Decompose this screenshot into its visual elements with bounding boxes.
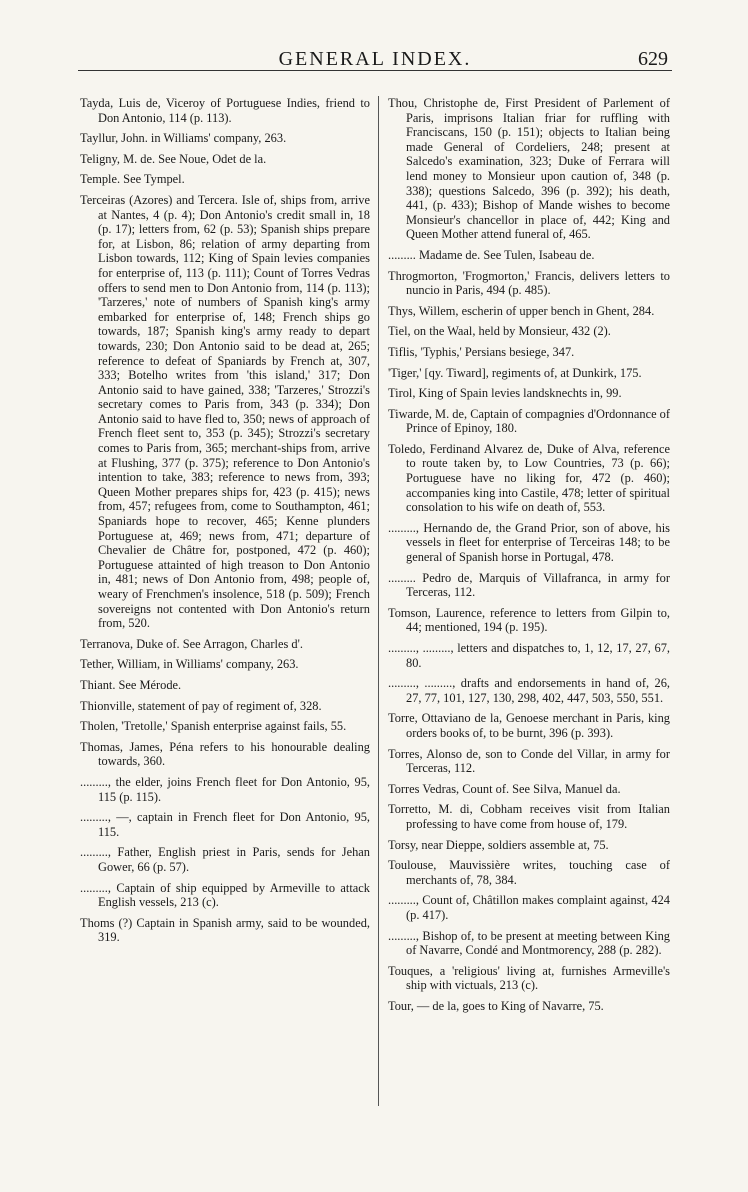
index-entry: Tayllur, John. in Williams' company, 263. [80, 131, 287, 146]
index-entry: Toulouse, Mauvissière writes, touching case of merchants of, 78, 384. [388, 858, 670, 887]
index-entry: ........., the elder, joins French fleet for Don Antonio, 95, 115 (p. 115). [80, 774, 370, 804]
index-entry: Temple. See Tympel. [80, 172, 185, 187]
index-entry: Thys, Willem, escherin of upper bench in Ghent, 284. [388, 303, 655, 318]
index-entry: Torre, Ottaviano de la, Genoese merchant in Paris, king orders books of, to be burnt, 396 (p. 393). [388, 711, 670, 740]
index-entry: Thomas, James, Péna refers to his honourable dealing towards, 360. [80, 739, 370, 769]
index-entry: Thoms (?) Captain in Spanish army, said to be wounded, 319. [80, 915, 370, 945]
index-entry: ........., Father, English priest in Paris, sends for Jehan Gower, 66 (p. 57). [80, 845, 370, 874]
index-entry: ........., ........., letters and dispatches to, 1, 12, 17, 27, 67, 80. [388, 641, 670, 670]
index-entry: ........., Count of, Châtillon makes complaint against, 424 (p. 417). [388, 893, 670, 922]
index-entry: ........., Hernando de, the Grand Prior, son of above, his vessels in fleet for enterprise of Terceiras 148; to be general of Spanish horse in Portugal, 478. [388, 520, 670, 565]
index-entry: Thionville, statement of pay of regiment of, 328. [80, 698, 322, 713]
index-entry: 'Tiger,' [qy. Tiward], regiments of, at Dunkirk, 175. [388, 365, 642, 380]
index-entry: Throgmorton, 'Frogmorton,' Francis, delivers letters to nuncio in Paris, 494 (p. 485). [388, 268, 670, 298]
page-number: 629 [638, 48, 668, 70]
index-entry: Torres Vedras, Count of. See Silva, Manuel da. [388, 781, 621, 796]
index-entry: Tayda, Luis de, Viceroy of Portuguese Indies, friend to Don Antonio, 114 (p. 113). [80, 96, 370, 125]
running-title: GENERAL INDEX. [278, 48, 472, 70]
index-entry: Tour, — de la, goes to King of Navarre, 75. [388, 998, 604, 1013]
index-entry: Tirol, King of Spain levies landsknechts in, 99. [388, 386, 622, 401]
page-header [78, 40, 672, 71]
index-entry: Thiant. See Mérode. [80, 677, 182, 692]
index-entry: Tiflis, 'Typhis,' Persians besiege, 347. [388, 344, 575, 359]
index-entry: Tether, William, in Williams' company, 263. [80, 657, 299, 672]
index-entry: ........., ........., drafts and endorsements in hand of, 26, 27, 77, 101, 127, 130, 298, 402, 447, 503, 550, 551. [388, 676, 670, 705]
index-entry: ......... Pedro de, Marquis of Villafranca, in army for Terceras, 112. [388, 570, 670, 600]
index-entry: ........., Captain of ship equipped by Armeville to attack English vessels, 213 (c). [80, 880, 370, 910]
index-entry: Tiwarde, M. de, Captain of compagnies d'Ordonnance of Prince of Epinoy, 180. [388, 406, 670, 436]
index-entry: ........., —, captain in French fleet for Don Antonio, 95, 115. [80, 810, 370, 839]
index-entry: Thou, Christophe de, First President of Parlement of Paris, imprisons Italian friar for ruffling with Franciscans, 150 (p. 151); objects to Italian being made General of Cordeliers, 248; present at Salcedo's examination, 323; Duke of Ferrara will lend money to Monsieur upon caution of, 348 (p. 338); questions Salcedo, 396 (p. 392); his death, 441, (p. 433); Bishop of Mande wishes to become Monsieur's chancellor in place of, 442; King and Queen Mother attend funeral of, 465. [388, 96, 670, 242]
index-entry: Tomson, Laurence, reference to letters from Gilpin to, 44; mentioned, 194 (p. 195). [388, 605, 670, 635]
right-column [388, 96, 670, 1019]
index-entry: Terceiras (Azores) and Tercera. Isle of, ships from, arrive at Nantes, 4 (p. 4); Don Antonio's credit small in, 18 (p. 17); letters from, 62 (p. 53); Spanish ships prepare for, at Lisbon, 86; relation of army departing from Lisbon towards, 112; King of Spain levies companies for enterprise of, 113 (p. 111); Count of Torres Vedras offers to send men to Don Antonio from, 114 (p. 113); 'Tarzeres,' note of numbers of Spanish king's army embarked for enterprise of, 148; French ships go towards, 187; Spanish king's army ready to depart towards, 230; Don Antonio said to be dead at, 265; reference to defeat of Spaniards by French at, 307, 333; Botelho writes from 'this island,' 317; Don Antonio said to have gained, 338; 'Tarzeres,' Strozzi's secretary comes to Paris from, 343 (p. 334); Don Antonio said to have fled to, 350; news of approach of French fleet sent to, 353 (p. 345); Strozzi's secretary comes to Paris from, 365; merchant-ships from, arrive at Flushing, 377 (p. 375); reference to Don Antonio's intention to take, 383; reference to news from, 393; Queen Mother prepares ships for, 423 (p. 415); news from, 457; refugees from, come to Southampton, 461; Spaniards hope to recover, 465; Kenne plunders Portuguese at, 469; news from, 471; departure of Chevalier de Châtre for, postponed, 472 (p. 460); Portuguese attainted of high treason to Don Antonio in, 481; news of Don Antonio from, 498; people of, weary of Frenchmen's insolence, 518 (p. 509); French sovereigns not contented with Don Antonio's return from, 520. [80, 192, 370, 631]
index-entry: ......... Madame de. See Tulen, Isabeau de. [388, 247, 595, 262]
index-entry: ........., Bishop of, to be present at meeting between King of Navarre, Condé and Montmorency, 288 (p. 282). [388, 928, 670, 958]
index-entry: Torsy, near Dieppe, soldiers assemble at, 75. [388, 837, 609, 852]
index-entry: Touques, a 'religious' living at, furnishes Armeville's ship with victuals, 213 (c). [388, 963, 670, 993]
index-entry: Tiel, on the Waal, held by Monsieur, 432 (2). [388, 324, 611, 339]
left-column [80, 96, 370, 951]
column-divider [378, 96, 379, 1106]
index-entry: Terranova, Duke of. See Arragon, Charles d'. [80, 636, 303, 651]
index-entry: Teligny, M. de. See Noue, Odet de la. [80, 151, 267, 166]
index-entry: Torres, Alonso de, son to Conde del Villar, in army for Terceras, 112. [388, 746, 670, 776]
index-entry: Toledo, Ferdinand Alvarez de, Duke of Alva, reference to route taken by, to Low Countries, 73 (p. 66); Portuguese have no liking for, 472 (p. 460); accompanies king into Castile, 478; letter of spiritual consolation to his wife on death of, 553. [388, 441, 670, 515]
index-entry: Torretto, M. di, Cobham receives visit from Italian professing to have come from house of, 179. [388, 802, 670, 831]
index-entry: Tholen, 'Tretolle,' Spanish enterprise against fails, 55. [80, 719, 347, 734]
